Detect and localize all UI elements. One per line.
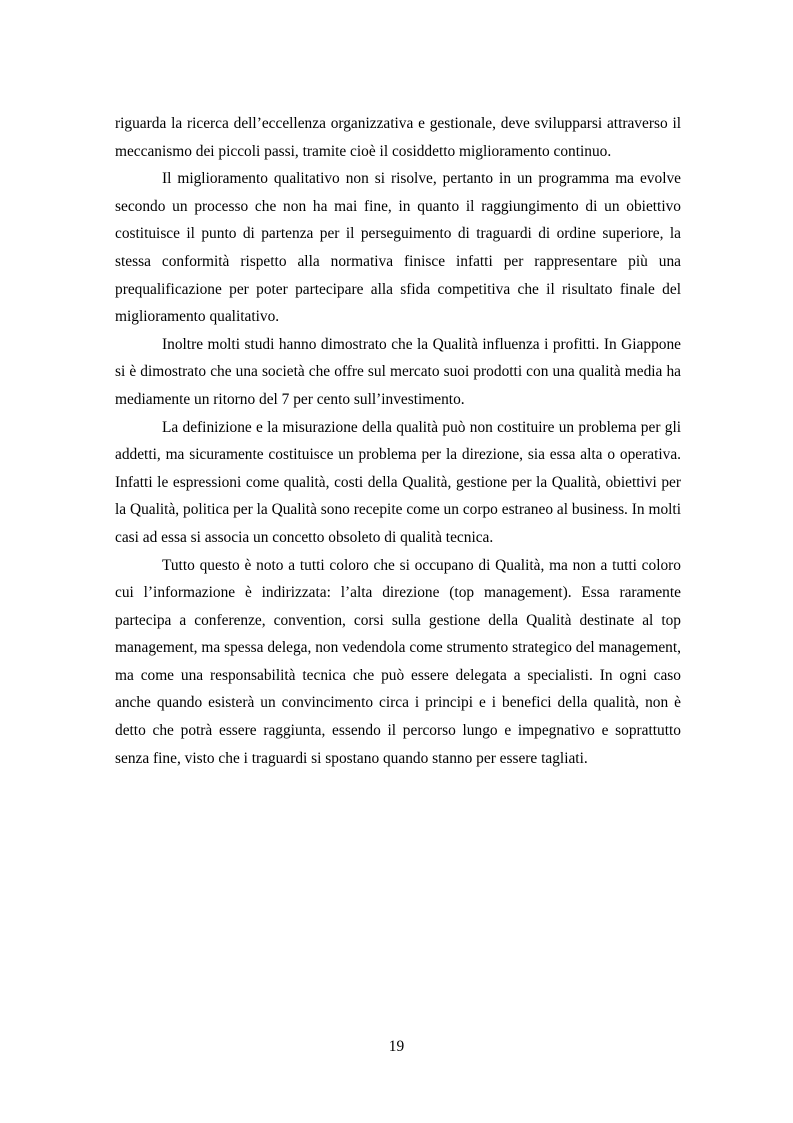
body-text: [115, 110, 681, 772]
page-number: 19: [388, 1038, 405, 1055]
paragraph: Inoltre molti studi hanno dimostrato che la Qualità influenza i profitti. In Giappone si è dimostrato che una società che offre sul mercato suoi prodotti con una qualità media ha mediamente un ritorno del 7 per cento sull’investimento.: [115, 335, 681, 408]
paragraph: Tutto questo è noto a tutti coloro che si occupano di Qualità, ma non a tutti coloro cui l’informazione è indirizzata: l’alta direzione (top management). Essa raramente partecipa a conferenze, convention, corsi sulla gestione della Qualità destinate al top management, ma spessa delega, non vedendola come strumento strategico del management, ma come una responsabilità tecnica che può essere delegata a specialisti. In ogni caso anche quando esisterà un convincimento circa i principi e i benefici della qualità, non è detto che potrà essere raggiunta, essendo il percorso lungo e impegnativo e soprattutto senza fine, visto che i traguardi si spostano quando stanno per essere tagliati.: [115, 556, 681, 767]
paragraph: La definizione e la misurazione della qualità può non costituire un problema per gli addetti, ma sicuramente costituisce un problema per la direzione, sia essa alta o operativa. Infatti le espressioni come qualità, costi della Qualità, gestione per la Qualità, obiettivi per la Qualità, politica per la Qualità sono recepite come un corpo estraneo al business. In molti casi ad essa si associa un concetto obsoleto di qualità tecnica.: [115, 418, 681, 546]
paragraph-continuation: riguarda la ricerca dell’eccellenza organizzativa e gestionale, deve svilupparsi attraverso il meccanismo dei piccoli passi, tramite cioè il cosiddetto miglioramento continuo.: [115, 115, 681, 160]
paragraph: Il miglioramento qualitativo non si risolve, pertanto in un programma ma evolve secondo un processo che non ha mai fine, in quanto il raggiungimento di un obiettivo costituisce il punto di partenza per il perseguimento di traguardi di ordine superiore, la stessa conformità rispetto alla normativa finisce infatti per rappresentare più una prequalificazione per poter partecipare alla sfida competitiva che il risultato finale del miglioramento qualitativo.: [115, 170, 681, 326]
